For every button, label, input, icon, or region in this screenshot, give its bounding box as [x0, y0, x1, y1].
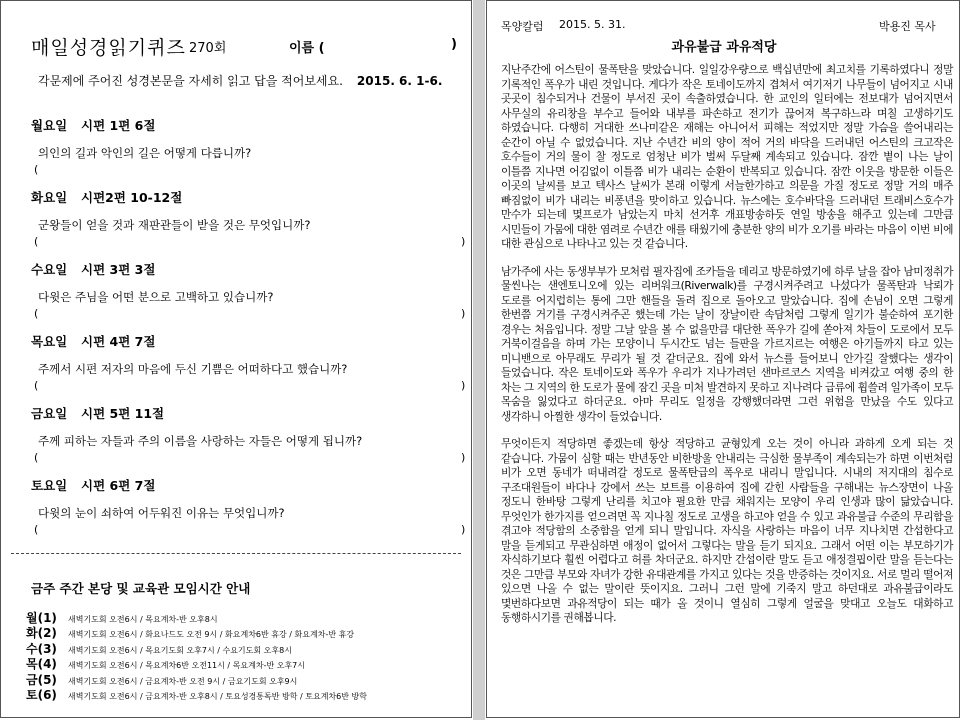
- meeting-detail: 새벽기도회 오전6시 / 금요계차-반 오전 9시 / 금요기도회 오후9시: [68, 676, 298, 686]
- day-heading: [31, 188, 471, 206]
- day-heading: [31, 404, 471, 422]
- day-heading: [31, 116, 471, 134]
- column-paragraph: 지난주간에 어스틴이 물폭탄을 맞았습니다. 일일강우량으로 백십년만에 최고치를 기록하였다니 정말 기록적인 폭우가 내린 것입니다. 게다가 작은 토네이도까지 겹쳐서 여기저기 나무들이 넘어지고 시내 곳곳이 침수되거나 건물이 부서진 곳이 속출하였습니다. 한 교인의 일터에는 전보대가 넘어지면서 사무실의 유리창을 부수고 들어와 내부를 파손하고 전기가 끊어져 복구하느라 며칠 고생하기도 하였습니다. 다행히 거대한 쓰나미같은 재해는 아니어서 피해는 적었지만 정말 가슴을 쓸어내리는 순간이 아닐 수 없었습니다. 지난 수년간 비의 양이 적어 거의 바닥을 드러내던 어스틴의 크고작은 호수들이 거의 물이 찰 정도로 엄청난 비가 벌써 두달째 계속되고 있습니다. 잠깐 볕이 나는 날이 이틀쯤 지나면 어김없이 이틀쯤 비가 내리는 순환이 반복되고 있습니다. 잠깐 이웃을 방문한 이들은 이곳의 날씨를 보고 텍사스 날씨가 본래 이렇게 서늘한가하고 의문을 가질 정도로 정말 거의 매주 빠짐없이 비가 내리는 비퐁년을 맞이하고 있습니다. 뉴스에는 호수바닥을 드러내던 트래비스호수가 만수가 되는데 몇프로가 남았는지 마치 선거후 개표방송하듯 연일 방송을 해주고 있는데 그만큼 시민들이 가뭄에 대한 염려로 수년간 애를 태웠기에 충분한 양의 비가 오기를 바라는 마음이 이번 비에 대한 관심으로 나타나고 있는 것 같습니다.: [501, 63, 953, 250]
- answer-paren-close: ): [461, 379, 466, 392]
- meeting-detail: 새벽기도회 오전6시 / 목요계차-반 오후8시: [68, 615, 218, 624]
- meeting-row: [26, 638, 367, 656]
- instructions-date: 2015. 6. 1-6.: [356, 74, 443, 88]
- meeting-day: 화(2): [26, 626, 57, 641]
- meeting-schedule-list: [26, 607, 367, 702]
- day-heading: [31, 476, 471, 494]
- column-meta: [501, 18, 951, 32]
- quiz-title: 매일성경읽기퀴즈: [31, 37, 186, 59]
- day-name: 화요일: [31, 190, 68, 205]
- section-divider: [11, 553, 461, 554]
- answer-paren-open: (: [34, 379, 39, 392]
- name-field-close: ): [451, 37, 457, 52]
- page-gutter: [473, 0, 485, 720]
- answer-paren-open: (: [34, 235, 39, 248]
- answer-paren-open: (: [34, 163, 39, 176]
- day-block-saturday: [31, 476, 471, 537]
- answer-field[interactable]: [31, 235, 471, 249]
- answer-field[interactable]: [31, 307, 471, 321]
- day-passage: 시편 4편 7절: [81, 334, 156, 349]
- column-name: 목양칼럼: [501, 20, 544, 33]
- answer-paren-open: (: [34, 307, 39, 320]
- quiz-header: [31, 33, 461, 57]
- meeting-row: [26, 669, 367, 687]
- meeting-day: 수(3): [26, 641, 57, 656]
- day-passage: 시편 1편 6절: [81, 118, 156, 133]
- day-name: 목요일: [31, 334, 68, 349]
- day-block-wednesday: [31, 260, 471, 321]
- column-page: [486, 0, 960, 718]
- day-question: 다윗의 눈이 쇠하여 어두워진 이유는 무엇입니까?: [38, 506, 285, 520]
- day-passage: 시편 5편 11절: [81, 406, 165, 421]
- column-body: [501, 63, 953, 639]
- day-block-tuesday: [31, 188, 471, 249]
- day-passage: 시편2편 10-12절: [81, 190, 183, 205]
- meeting-day: 토(6): [26, 687, 57, 702]
- column-title: 과유불급 과유적당: [671, 40, 777, 55]
- answer-field[interactable]: [31, 523, 471, 537]
- day-name: 수요일: [31, 262, 68, 277]
- day-question: 군왕들이 얻을 것과 재판관들이 받을 것은 무엇입니까?: [38, 218, 311, 232]
- answer-paren-close: ): [461, 235, 466, 248]
- answer-paren-open: (: [34, 451, 39, 464]
- answer-paren-close: ): [461, 307, 466, 320]
- meeting-detail: 새벽기도회 오전6시 / 화요나드도 오전 9시 / 화요계차6반 휴강 / 화요계차-반 휴강: [68, 630, 355, 640]
- meeting-row: [26, 653, 367, 672]
- day-passage: 시편 3편 3절: [81, 262, 156, 277]
- day-question: 의인의 길과 악인의 길은 어떻게 다릅니까?: [38, 146, 252, 160]
- column-paragraph: 무엇이든지 적당하면 좋겠는데 항상 적당하고 균형있게 오는 것이 아니라 과하게 오게 되는 것 같습니다. 가뭄이 심할 때는 반년동안 비한방울 안내리는 극심한 물부족이 계속되는가 하면 이번처럼 비가 오면 동네가 떠내려갈 정도로 물폭탄급의 폭우로 내리니 말입니다. 시내의 저지대의 침수로 구조대원들이 바다나 강에서 쓰는 보트를 이용하여 집에 갇힌 사람들을 구해내는 뉴스장면이 나올 정도니 한바탕 그렇게 난리를 치고야 필요한 만큼 채워지는 모양이 우리 인생과 많이 닮았습니다. 무엇인가 한가지를 얻으려면 꼭 지나칠 정도로 고생을 하고야 얻을 수 있고 과유불급 수준의 무리함을 겪고야 적당함의 소중함을 얻게 되니 말입니다. 자식을 사랑하는 마음이 너무 지나치면 간섭한다고 말을 듣게되고 무관심하면 애정이 없어서 그렇다는 말을 듣기 되지요. 그래서 어떤 이는 부모하기가 자식하기보다 훨씬 어렵다고 허를 차더군요. 하지만 간섭이란 말도 듣고 애정결핍이란 말을 듣는다는 것은 그만큼 부모와 자녀가 강한 유대관계를 가지고 있다는 것을 반증하는 것이지요. 서로 멀리 떨어져 있으면 나올 수 없는 말이란 뜻이지요. 그러니 그런 말에 기죽지 말고 하던대로 과유불급이라도 몇번하다보면 과유적당이 되는 때가 올 것이니 열심히 그렇게 얼굴을 맞대고 오늘도 대화하고 동행하시기를 권해봅니다.: [501, 437, 953, 624]
- answer-field[interactable]: [31, 451, 471, 465]
- name-field-label: 이름 (: [289, 41, 325, 56]
- answer-paren-close: ): [461, 523, 466, 536]
- answer-paren-open: (: [34, 523, 39, 536]
- day-heading: [31, 260, 471, 278]
- meeting-detail: 새벽기도회 오전6시 / 목요기도회 오후7시 / 수요기도회 오후8시: [68, 645, 292, 655]
- answer-field[interactable]: [31, 379, 471, 393]
- column-paragraph: 남가주에 사는 동생부부가 모처럼 필자집에 조카들을 데리고 방문하였기에 하루 날을 잡아 남미정취가 물씬나는 샌엔토니오에 있는 리버워크(Riverwalk)를 구경시켜주려고 나섰다가 물폭탄과 낙뢰가 도로를 어지럽히는 통에 그만 핸들을 돌려 집으로 돌아오고 말았습니다. 집에 손님이 오면 그렇게 한번쯤 거기를 구경시켜주곤 했는데 가는 날이 장날이란 속담처럼 그렇게 일기가 불순하여 포기한 경우는 처음입니다. 정말 그날 앞을 볼 수 없을만큼 대단한 폭우가 길에 쏟아져 차들이 도로에서 모두 거북이걸음을 하며 가는 모양이니 두시간도 넘는 들판을 가르지르는 여행은 아기들까지 타고 있는 미니밴으로 아무래도 무리가 될 것 같더군요. 집에 와서 뉴스를 들어보니 안가길 잘했다는 생각이 들었습니다. 작은 토네이도와 폭우가 우리가 지나가려던 샌마르코스 지역을 비켜갔고 여행 중의 한 차는 그 지역의 한 도로가 물에 잠긴 곳을 미처 발견하지 못하고 지나려다 급류에 휩쓸려 일가족이 모두 목숨을 잃었다고 하더군요. 아마 무리도 일정을 강행했더라면 그런 위험을 만났을 수도 있다고 생각하니 아찔한 생각이 들었습니다.: [501, 264, 953, 423]
- meeting-schedule-title: 금주 주간 본당 및 교육관 모임시간 안내: [31, 581, 251, 596]
- quiz-issue-number: 270회: [189, 41, 227, 56]
- meeting-row: [26, 622, 367, 641]
- quiz-instructions: [38, 72, 442, 89]
- answer-field[interactable]: [31, 163, 471, 177]
- answer-paren-close: ): [461, 451, 466, 464]
- day-question: 주께서 시편 저자의 마음에 두신 기쁨은 어떠하다고 했습니까?: [38, 362, 348, 376]
- day-question: 주께 피하는 자들과 주의 이름을 사랑하는 자들은 어떻게 됩니까?: [38, 434, 363, 448]
- meeting-day: 월(1): [26, 611, 57, 625]
- meeting-detail: 새벽기도회 오전6시 / 목요계차6반 오전11시 / 목요계차-반 오후7시: [68, 661, 305, 671]
- day-heading: [31, 332, 471, 350]
- quiz-page: [0, 0, 472, 718]
- meeting-row: [26, 607, 367, 625]
- day-name: 월요일: [31, 118, 68, 133]
- day-block-friday: [31, 404, 471, 465]
- column-date: 2015. 5. 31.: [559, 18, 626, 31]
- day-name: 토요일: [31, 478, 68, 493]
- day-question: 다윗은 주님을 어떤 분으로 고백하고 있습니까?: [38, 290, 274, 304]
- meeting-day: 금(5): [26, 672, 57, 687]
- meeting-detail: 새벽기도회 오전6시 / 금요계차-반 오후8시 / 토요성경통독반 방학 / 토요계차6반 방학: [68, 691, 367, 701]
- column-author: 박용진 목사: [879, 20, 936, 33]
- day-name: 금요일: [31, 406, 68, 421]
- day-block-thursday: [31, 332, 471, 393]
- instructions-text: 각문제에 주어진 성경본문을 자세히 읽고 답을 적어보세요.: [38, 74, 343, 88]
- meeting-row: [26, 684, 367, 702]
- day-block-monday: [31, 116, 471, 177]
- day-passage: 시편 6편 7절: [81, 478, 156, 493]
- meeting-day: 목(4): [26, 657, 57, 672]
